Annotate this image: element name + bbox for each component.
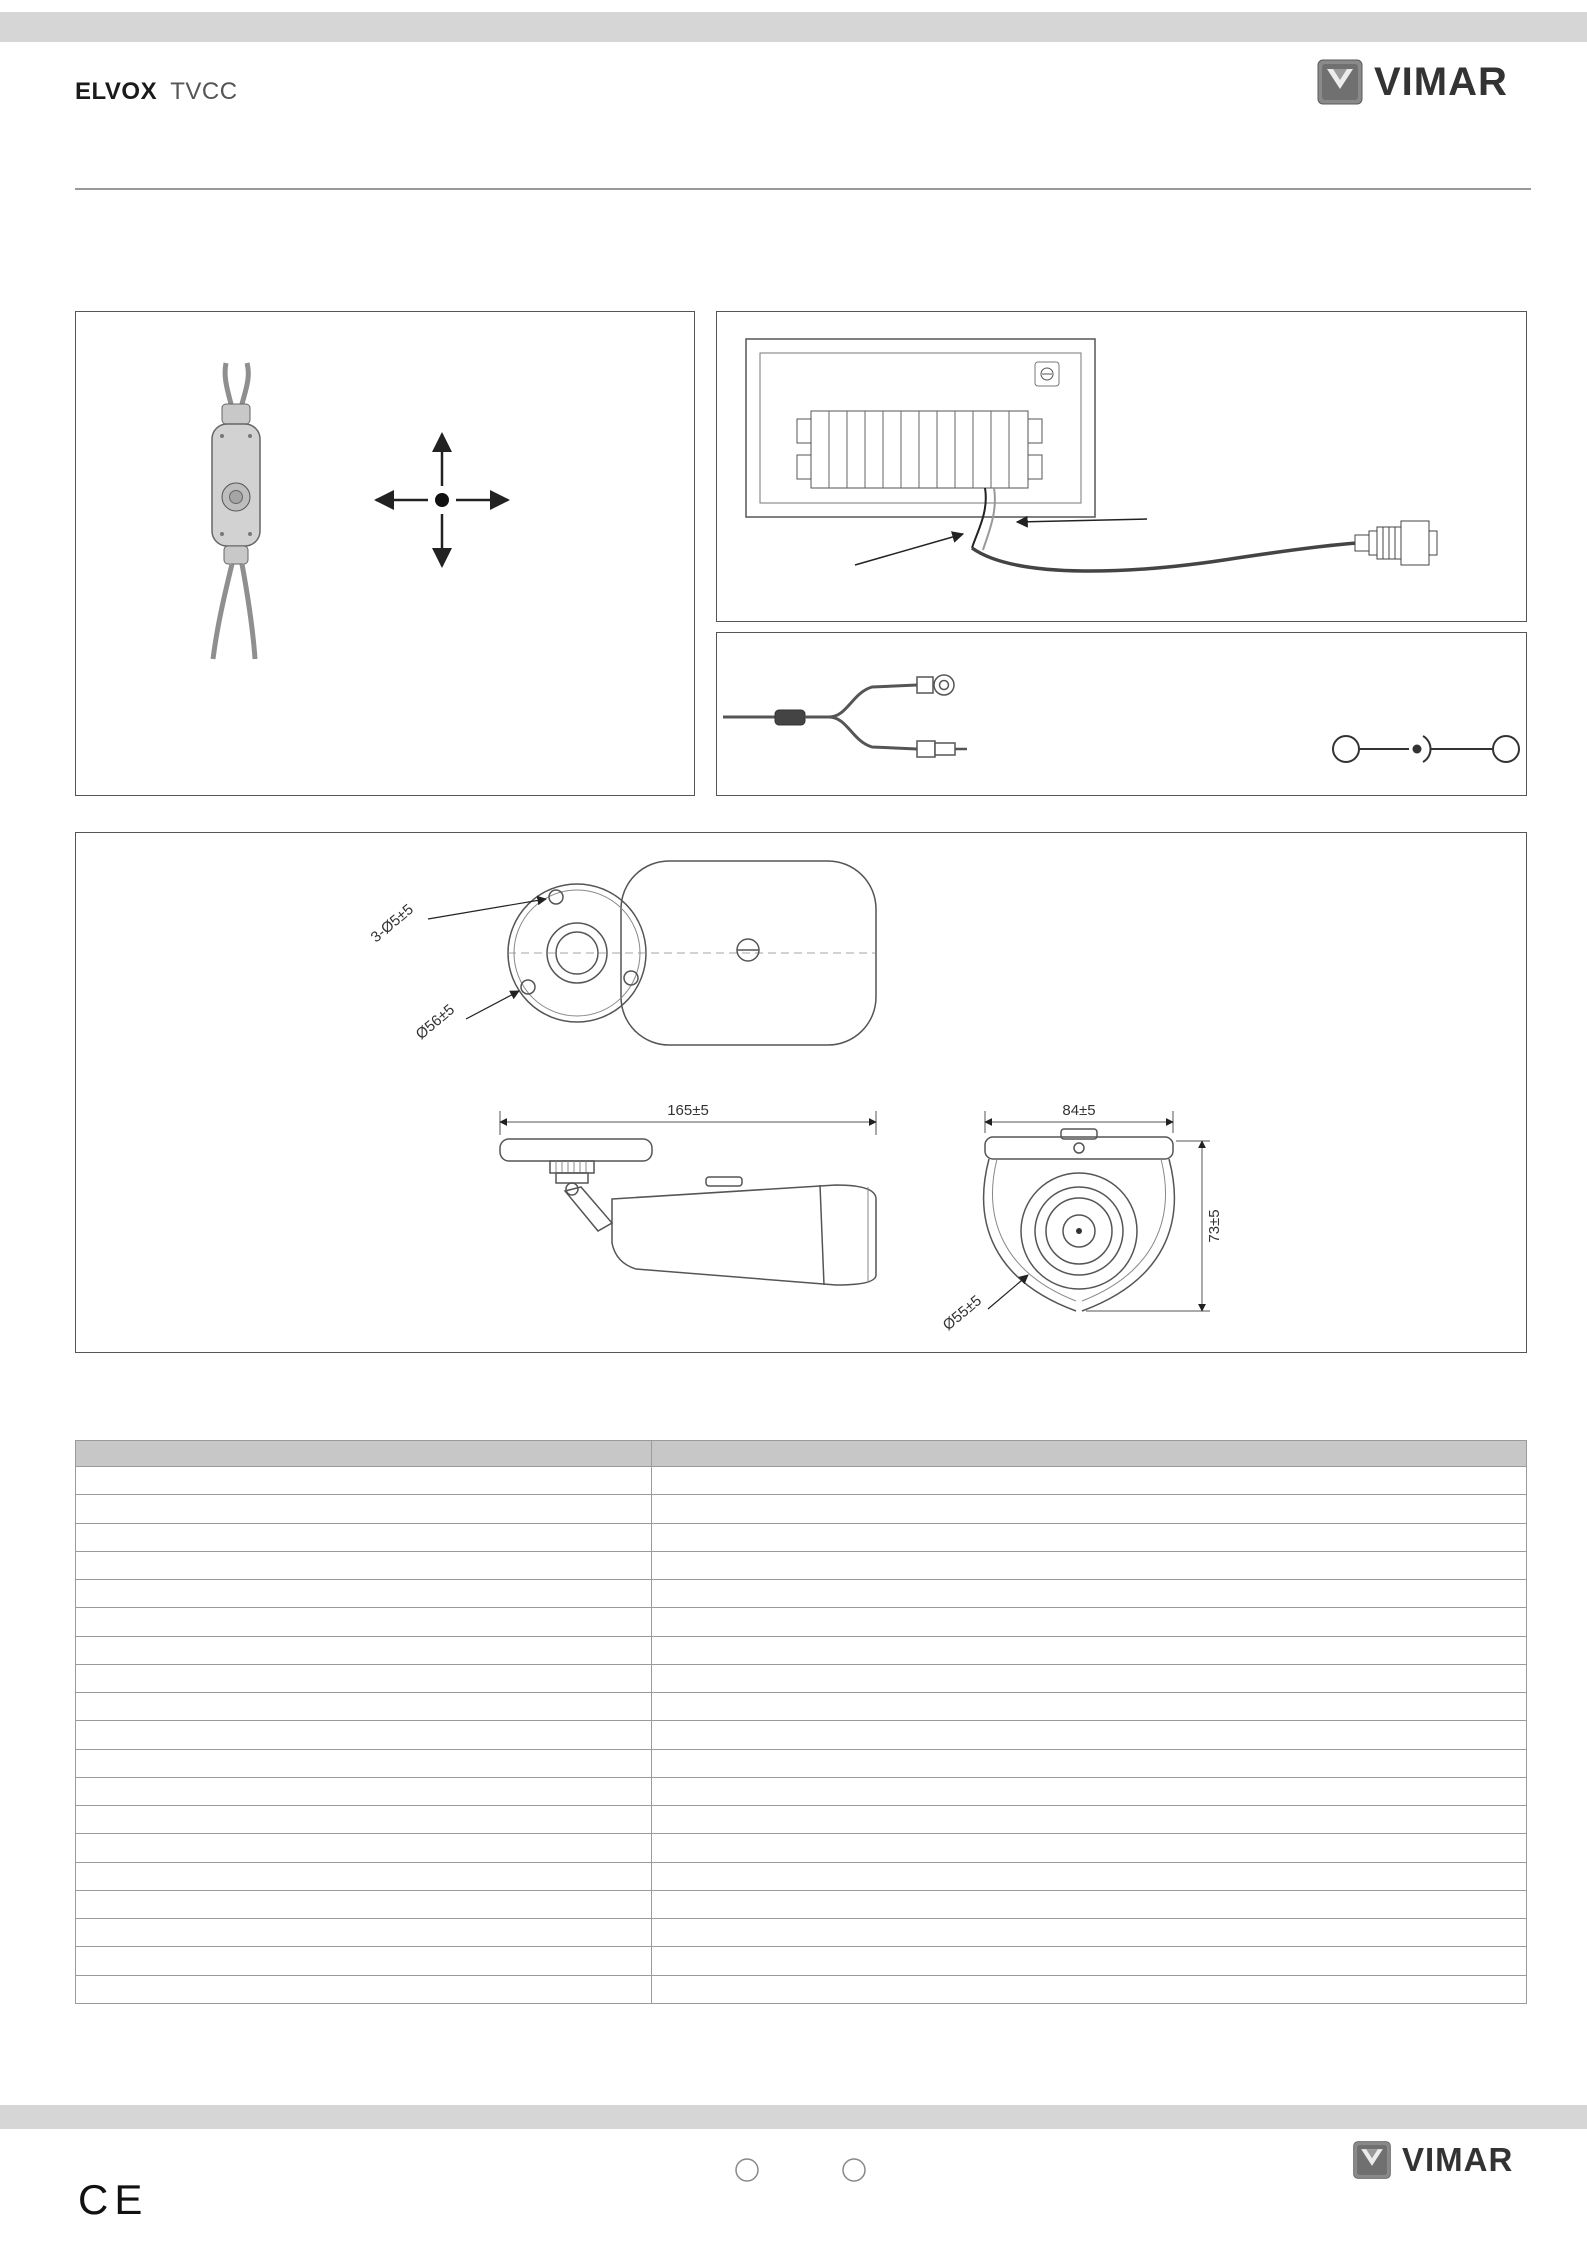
table-cell xyxy=(652,1580,1527,1608)
dim-base-diameter-label: Ø56±5 xyxy=(412,1001,458,1044)
table-cell xyxy=(76,1777,652,1805)
table-cell xyxy=(652,1467,1527,1495)
page-dot-icon xyxy=(736,2159,758,2181)
table-cell xyxy=(652,1523,1527,1551)
table-cell xyxy=(76,1523,652,1551)
table-cell xyxy=(652,1777,1527,1805)
table-row xyxy=(76,1664,1527,1692)
table-cell xyxy=(76,1664,652,1692)
screw-icon xyxy=(1035,362,1059,386)
splitter-figure xyxy=(717,633,1528,797)
top-view-labels xyxy=(368,899,546,1043)
table-cell xyxy=(76,1806,652,1834)
table-row xyxy=(76,1947,1527,1975)
table-row xyxy=(76,1919,1527,1947)
connection-figure-box xyxy=(716,311,1527,622)
rear-view-drawing xyxy=(984,1129,1175,1311)
table-cell xyxy=(652,1664,1527,1692)
table-row xyxy=(76,1551,1527,1579)
table-row xyxy=(76,1636,1527,1664)
table-header-cell xyxy=(76,1441,652,1467)
table-cell xyxy=(652,1495,1527,1523)
joystick-arrows-icon xyxy=(376,434,508,566)
table-cell xyxy=(76,1551,652,1579)
table-cell xyxy=(76,1834,652,1862)
ce-mark: CE xyxy=(78,2176,149,2223)
table-row xyxy=(76,1580,1527,1608)
table-cell xyxy=(652,1806,1527,1834)
table-cell xyxy=(652,1890,1527,1918)
table-row xyxy=(76,1749,1527,1777)
table-row xyxy=(76,1862,1527,1890)
page-indicator-dots xyxy=(722,2150,892,2192)
table-cell xyxy=(76,1919,652,1947)
table-row xyxy=(76,1523,1527,1551)
rear-view-dimension-height xyxy=(1086,1141,1210,1311)
table-cell xyxy=(76,1495,652,1523)
top-gray-bar xyxy=(0,12,1587,42)
branch-connectors xyxy=(917,675,967,757)
table-row xyxy=(76,1495,1527,1523)
coupler-symbol xyxy=(1333,736,1519,762)
table-cell xyxy=(76,1467,652,1495)
table-row xyxy=(76,1693,1527,1721)
bottom-gray-bar xyxy=(0,2105,1587,2129)
table-cell xyxy=(76,1890,652,1918)
table-cell xyxy=(652,1693,1527,1721)
splitter-figure-box xyxy=(716,632,1527,796)
dimensions-figure-box xyxy=(75,832,1527,1353)
dim-lens-diameter-label: Ø55±5 xyxy=(939,1292,985,1335)
brand-elvox: ELVOX xyxy=(75,78,158,105)
dim-length-label: 165±5 xyxy=(667,1102,709,1119)
splitter-cable-drawing xyxy=(723,685,917,749)
vimar-logo-icon xyxy=(1352,2140,1392,2180)
spec-table-body xyxy=(76,1467,1527,2004)
vimar-logo-text: VIMAR xyxy=(1402,2141,1514,2178)
table-cell xyxy=(76,1947,652,1975)
bnc-connector-drawing xyxy=(1355,521,1437,565)
table-cell xyxy=(652,1975,1527,2004)
table-cell xyxy=(652,1749,1527,1777)
connection-figure xyxy=(717,312,1528,623)
callout-arrows xyxy=(855,519,1147,565)
vimar-logo-text: VIMAR xyxy=(1374,59,1508,104)
table-row xyxy=(76,1467,1527,1495)
table-cell xyxy=(76,1636,652,1664)
table-row xyxy=(76,1834,1527,1862)
table-cell xyxy=(76,1975,652,2004)
cable-drawing xyxy=(972,488,1357,571)
brand-tvcc: TVCC xyxy=(170,78,238,105)
vimar-logo-bottom xyxy=(1352,2140,1513,2180)
table-row xyxy=(76,1608,1527,1636)
dimensions-figure xyxy=(76,833,1528,1354)
table-cell xyxy=(652,1919,1527,1947)
brand-title xyxy=(75,78,238,106)
header-rule xyxy=(75,188,1531,190)
controller-figure xyxy=(76,312,696,797)
table-cell xyxy=(76,1693,652,1721)
dim-height-label: 73±5 xyxy=(1206,1209,1223,1243)
dim-holes-label: 3-Ø5±5 xyxy=(367,900,417,947)
dim-width-label: 84±5 xyxy=(1062,1102,1096,1119)
table-cell xyxy=(652,1947,1527,1975)
table-cell xyxy=(76,1749,652,1777)
table-row xyxy=(76,1890,1527,1918)
table-cell xyxy=(76,1862,652,1890)
side-view-drawing xyxy=(500,1139,876,1285)
table-row xyxy=(76,1777,1527,1805)
vimar-logo-top xyxy=(1316,58,1508,106)
table-cell xyxy=(76,1580,652,1608)
table-row xyxy=(76,1975,1527,2004)
table-row xyxy=(76,1721,1527,1749)
spec-table xyxy=(75,1440,1527,2004)
table-cell xyxy=(652,1608,1527,1636)
table-cell xyxy=(76,1608,652,1636)
table-header-cell xyxy=(652,1441,1527,1467)
table-row xyxy=(76,1806,1527,1834)
controller-figure-box xyxy=(75,311,695,796)
table-cell xyxy=(652,1721,1527,1749)
table-cell xyxy=(652,1834,1527,1862)
table-header-row xyxy=(76,1441,1527,1467)
vimar-logo-icon xyxy=(1316,58,1364,106)
table-cell xyxy=(652,1636,1527,1664)
table-cell xyxy=(652,1862,1527,1890)
page-dot-icon xyxy=(843,2159,865,2181)
table-cell xyxy=(76,1721,652,1749)
inline-controller-drawing xyxy=(212,363,260,659)
table-cell xyxy=(652,1551,1527,1579)
terminal-panel-drawing xyxy=(746,339,1095,517)
top-view-drawing xyxy=(508,861,876,1045)
